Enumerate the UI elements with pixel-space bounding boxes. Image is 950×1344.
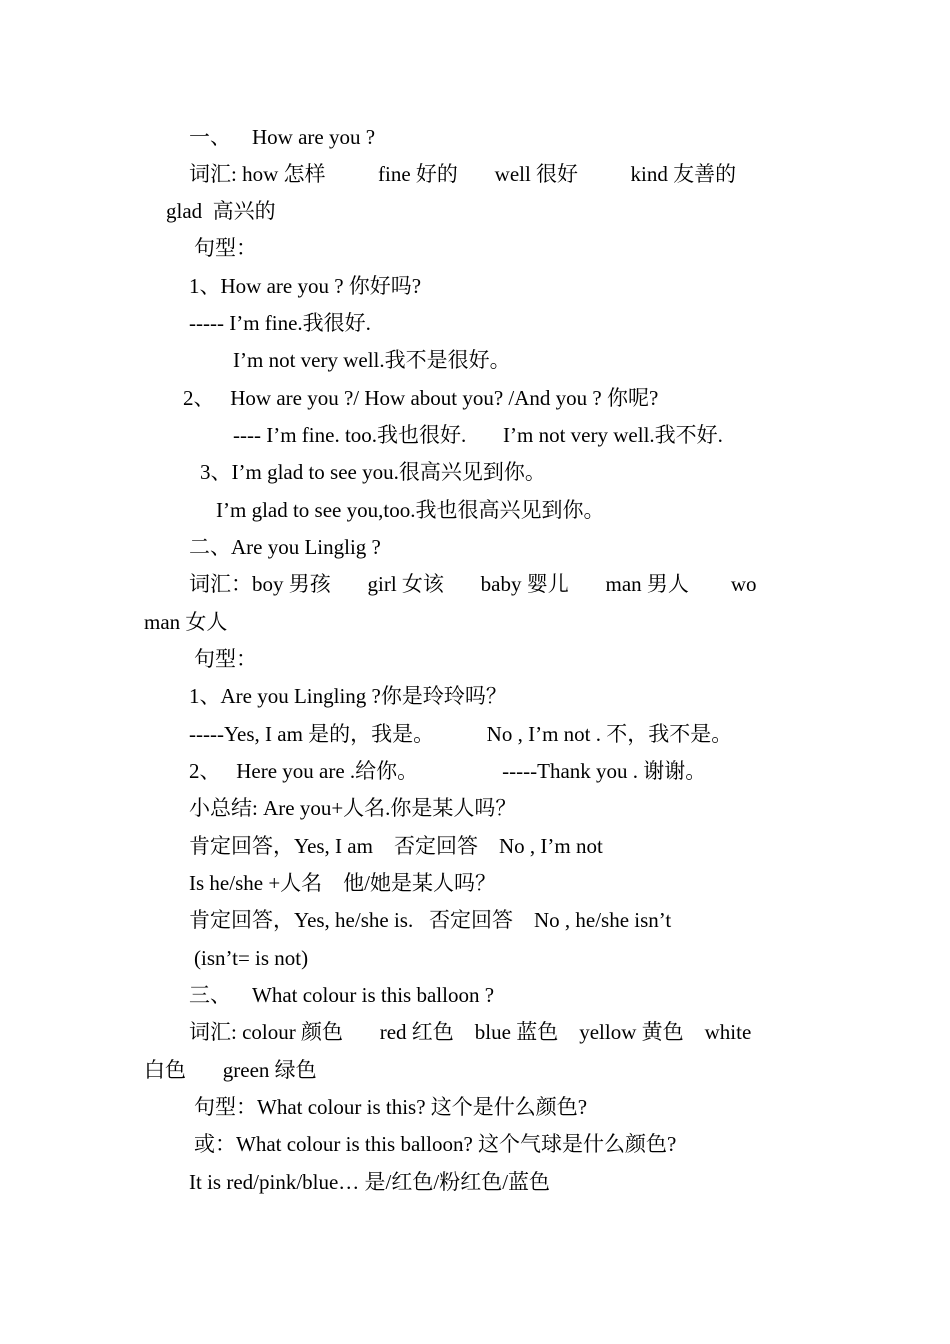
- section-2-summary-he-she-answers: 肯定回答，Yes, he/she is. 否定回答 No , he/she isn’t: [189, 908, 672, 932]
- section-1-pattern-label: 句型：: [194, 236, 257, 260]
- section-2-item-1-answer: -----Yes, I am 是的，我是。 No , I’m not . 不，我不是。: [189, 722, 733, 746]
- section-1-vocabulary: 词汇: how 怎样 fine 好的 well 很好 kind 友善的: [189, 162, 737, 186]
- section-1-item-1-answer-1: ----- I’m fine.我很好.: [189, 311, 371, 335]
- section-2-pattern-label: 句型：: [194, 647, 257, 671]
- section-2-summary: 小总结: Are you+人名.你是某人吗？: [189, 796, 517, 820]
- section-1-vocabulary-continued: glad 高兴的: [166, 199, 276, 223]
- section-2-vocabulary-continued: man 女人: [144, 610, 228, 634]
- section-1-item-2: 2、 How are you ?/ How about you? /And you ? 你呢?: [183, 386, 659, 410]
- section-3-title: 三、 What colour is this balloon ?: [189, 983, 495, 1007]
- section-2-item-2: 2、 Here you are .给你。 -----Thank you . 谢谢。: [189, 759, 707, 783]
- section-1-item-2-answer: ---- I’m fine. too.我也很好. I’m not very well.我不好.: [233, 423, 723, 447]
- section-1-item-3-answer: I’m glad to see you,too.我也很高兴见到你。: [216, 498, 605, 522]
- section-3-vocabulary: 词汇: colour 颜色 red 红色 blue 蓝色 yellow 黄色 white: [189, 1020, 752, 1044]
- section-1-item-1-answer-2: I’m not very well.我不是很好。: [233, 348, 511, 372]
- section-3-answer: It is red/pink/blue… 是/红色/粉红色/蓝色: [189, 1170, 551, 1194]
- section-3-pattern-1: 句型：What colour is this? 这个是什么颜色?: [194, 1095, 588, 1119]
- section-2-summary-note: (isn’t= is not): [194, 946, 309, 970]
- section-3-pattern-2: 或：What colour is this balloon? 这个气球是什么颜色?: [194, 1132, 677, 1156]
- section-1-title: 一、 How are you ?: [189, 125, 376, 149]
- section-3-vocabulary-continued: 白色 green 绿色: [144, 1058, 317, 1082]
- section-1-item-3: 3、I’m glad to see you.很高兴见到你。: [200, 460, 546, 484]
- section-2-summary-he-she: Is he/she +人名 他/她是某人吗？: [189, 871, 496, 895]
- section-1-item-1: 1、How are you ? 你好吗?: [189, 274, 422, 298]
- section-2-vocabulary: 词汇：boy 男孩 girl 女该 baby 婴儿 man 男人 wo: [189, 572, 757, 596]
- section-2-item-1: 1、Are you Lingling ?你是玲玲吗？: [189, 684, 507, 708]
- section-2-summary-answers: 肯定回答，Yes, I am 否定回答 No , I’m not: [189, 834, 603, 858]
- section-2-title: 二、Are you Linglig ?: [189, 535, 381, 559]
